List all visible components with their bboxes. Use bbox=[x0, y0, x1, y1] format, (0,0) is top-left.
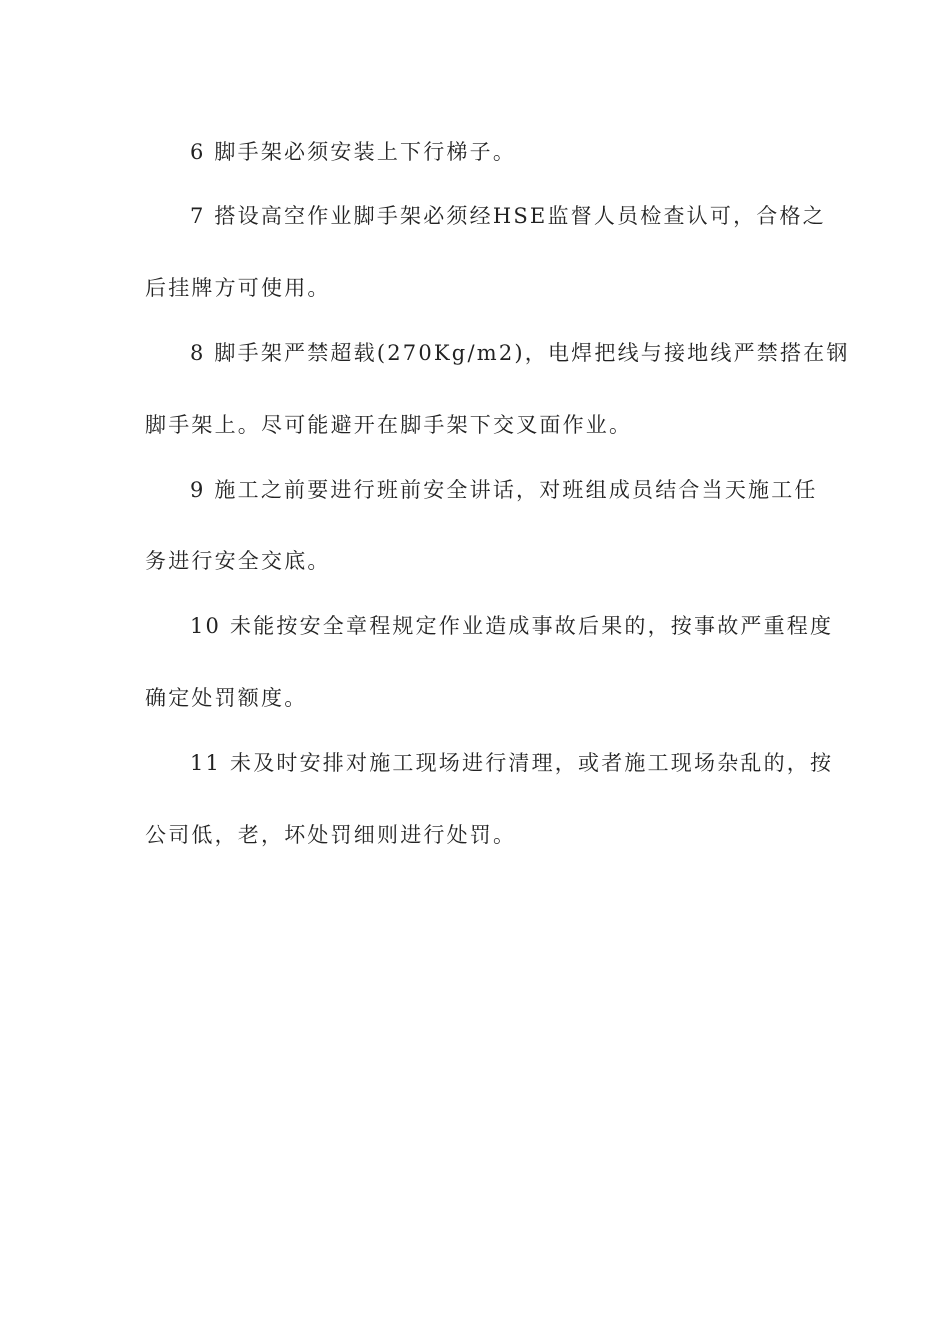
item-9-line-2: 务进行安全交底。 bbox=[145, 549, 331, 573]
item-8-line-2: 脚手架上。尽可能避开在脚手架下交叉面作业。 bbox=[145, 413, 633, 437]
item-9-line-1: 9 施工之前要进行班前安全讲话，对班组成员结合当天施工任 bbox=[190, 478, 818, 502]
item-7-line-2: 后挂牌方可使用。 bbox=[145, 276, 331, 300]
item-11-line-1: 11 未及时安排对施工现场进行清理，或者施工现场杂乱的，按 bbox=[190, 751, 834, 775]
item-10-line-2: 确定处罚额度。 bbox=[145, 686, 308, 710]
item-11-line-2: 公司低，老，坏处罚细则进行处罚。 bbox=[145, 823, 517, 847]
item-10-line-1: 10 未能按安全章程规定作业造成事故后果的，按事故严重程度 bbox=[190, 614, 834, 638]
item-7-line-1: 7 搭设高空作业脚手架必须经HSE监督人员检查认可，合格之 bbox=[190, 204, 826, 228]
item-6-line-1: 6 脚手架必须安装上下行梯子。 bbox=[190, 140, 517, 164]
item-8-line-1: 8 脚手架严禁超载(270Kg/m2)，电焊把线与接地线严禁搭在钢 bbox=[190, 341, 850, 365]
